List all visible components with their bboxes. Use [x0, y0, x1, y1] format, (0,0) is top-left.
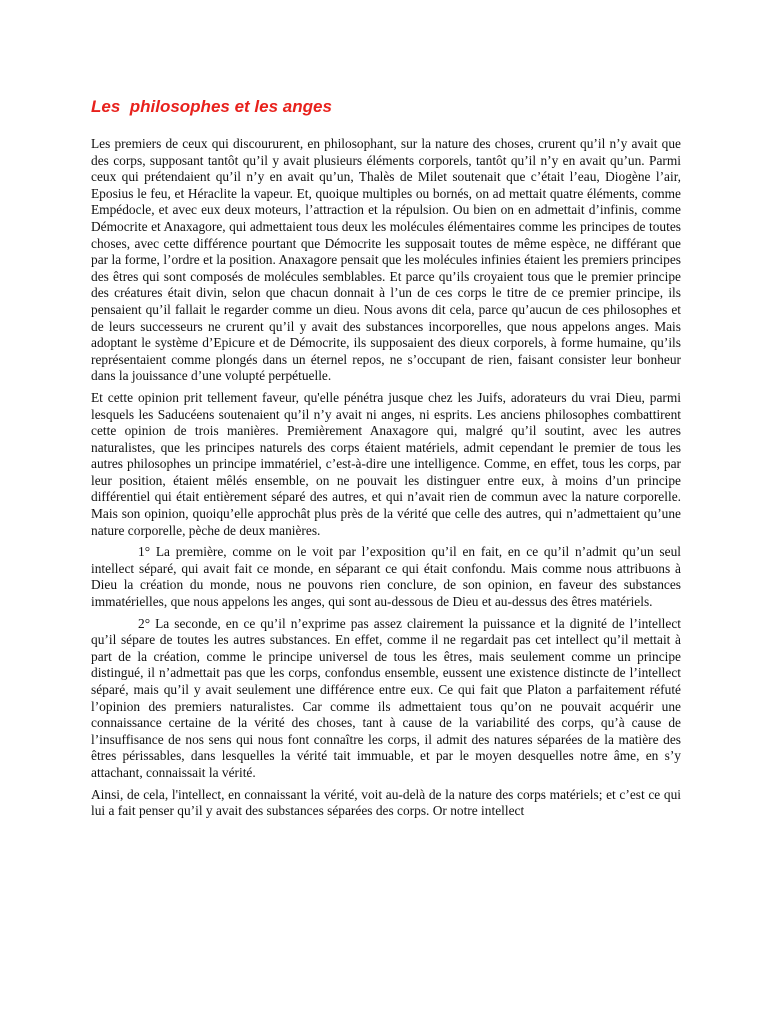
paragraph-5: Ainsi, de cela, l'intellect, en connaissant la vérité, voit au-delà de la nature des corps matériels; et c’est ce qui lui a fait penser qu’il y avait des substances séparées des corps. Or notre intellect [91, 786, 681, 819]
paragraph-1: Les premiers de ceux qui discoururent, en philosophant, sur la nature des choses, crurent qu’il n’y avait que des corps, supposant tantôt qu’il y avait plusieurs éléments corporels, tantôt qu’il n’y en avait qu’un. Parmi ceux qui prétendaient qu’il n’y en avait qu’un, Thalès de Milet soutenait que c’était l’eau, Diogène l’air, Eposius le feu, et Héraclite la vapeur. Et, quoique multiples ou bornés, on ad mettait quatre éléments, comme Empédocle, et avec eux deux moteurs, l’attraction et la répulsion. Ou bien on en admettait d’infinis, comme Démocrite et Anaxagore, qui admettaient tous deux les molécules élémentaires comme les principes de toutes choses, avec cette différence pourtant que Démocrite les supposait toutes de même espèce, ne différant que par la forme, l’ordre et la position. Anaxagore pensait que les molécules infinies étaient les premiers principes des êtres qui sont composés de molécules semblables. Et parce qu’ils croyaient tous que le premier principe des créatures était divin, selon que chacun donnait à l’un de ces corps le titre de ce premier principe, ils pensaient qu’il fallait le regarder comme un dieu. Nous avons dit cela, parce qu’aucun de ces philosophes et de leurs successeurs ne crurent qu’il y avait des substances incorporelles, que nous appelons anges. Mais adoptant le système d’Epicure et de Démocrite, ils supposaient des dieux corporels, à forme humaine, qu’ils représentaient comme plongés dans un éternel repos, ne s’occupant de rien, faisant consister leur bonheur dans la jouissance d’une volupté perpétuelle. [91, 136, 681, 384]
paragraph-2: Et cette opinion prit tellement faveur, qu'elle pénétra jusque chez les Juifs, adorateurs du vrai Dieu, parmi lesquels les Saducéens soutenaient qu’il n’y avait ni anges, ni esprits. Les anciens philosophes combattirent cette opinion de trois manières. Premièrement Anaxagore qui, malgré qu’il soutint, avec les autres naturalistes, que les principes naturels des corps étaient matériels, admit cependant le premier de tous les autres philosophes un principe immatériel, c’est-à-dire une intelligence. Comme, en effet, tous les corps, par leur position, étaient mêlés ensemble, on ne pouvait les distinguer entre eux, à moins d’un principe différentiel qui était entièrement séparé des autres, et qui n’avait rien de commun avec la nature corporelle. Mais son opinion, quoiqu’elle approchât plus près de la vérité que celle des autres, qui n’admettaient qu’une nature corporelle, pèche de deux manières. [91, 389, 681, 538]
paragraph-4: 2° La seconde, en ce qu’il n’exprime pas assez clairement la puissance et la dignité de l’intellect qu’il sépare de toutes les autres substances. En effet, comme il ne regardait pas cet intellect qu’il mettait à part de la création, comme le principe universel de tous les êtres, mais seulement comme un principe distingué, il n’admettait pas que les corps, confondus ensemble, eussent une existence distincte de l’intellect séparé, mais qu’il y avait seulement une différence entre eux. Ce qui fait que Platon a parfaitement réfuté l’opinion des premiers naturalistes. Car comme ils admettaient tous qu’on ne pouvait acquérir une connaissance certaine de la vérité des choses, tant à cause de la variabilité des corps, qu’à cause de l’insuffisance de nos sens qui nous font connaître les corps, il admit des natures séparées de la matière des êtres périssables, dans lesquelles la vérité tait immuable, et par le moyen desquelles notre âme, en s’y attachant, connaissait la vérité. [91, 615, 681, 780]
document-title: Les philosophes et les anges [91, 97, 332, 116]
paragraph-3: 1° La première, comme on le voit par l’exposition qu’il en fait, en ce qu’il n’admit qu’un seul intellect séparé, qui avait fait ce monde, en séparant ce qui était confondu. Mais comme nous attribuons à Dieu la création du monde, nous ne pouvons rien conclure, de son opinion, en faveur des substances immatérielles, que nous appelons les anges, qui sont au-dessous de Dieu et au-dessus des êtres matériels. [91, 544, 681, 610]
document-page [91, 96, 681, 825]
